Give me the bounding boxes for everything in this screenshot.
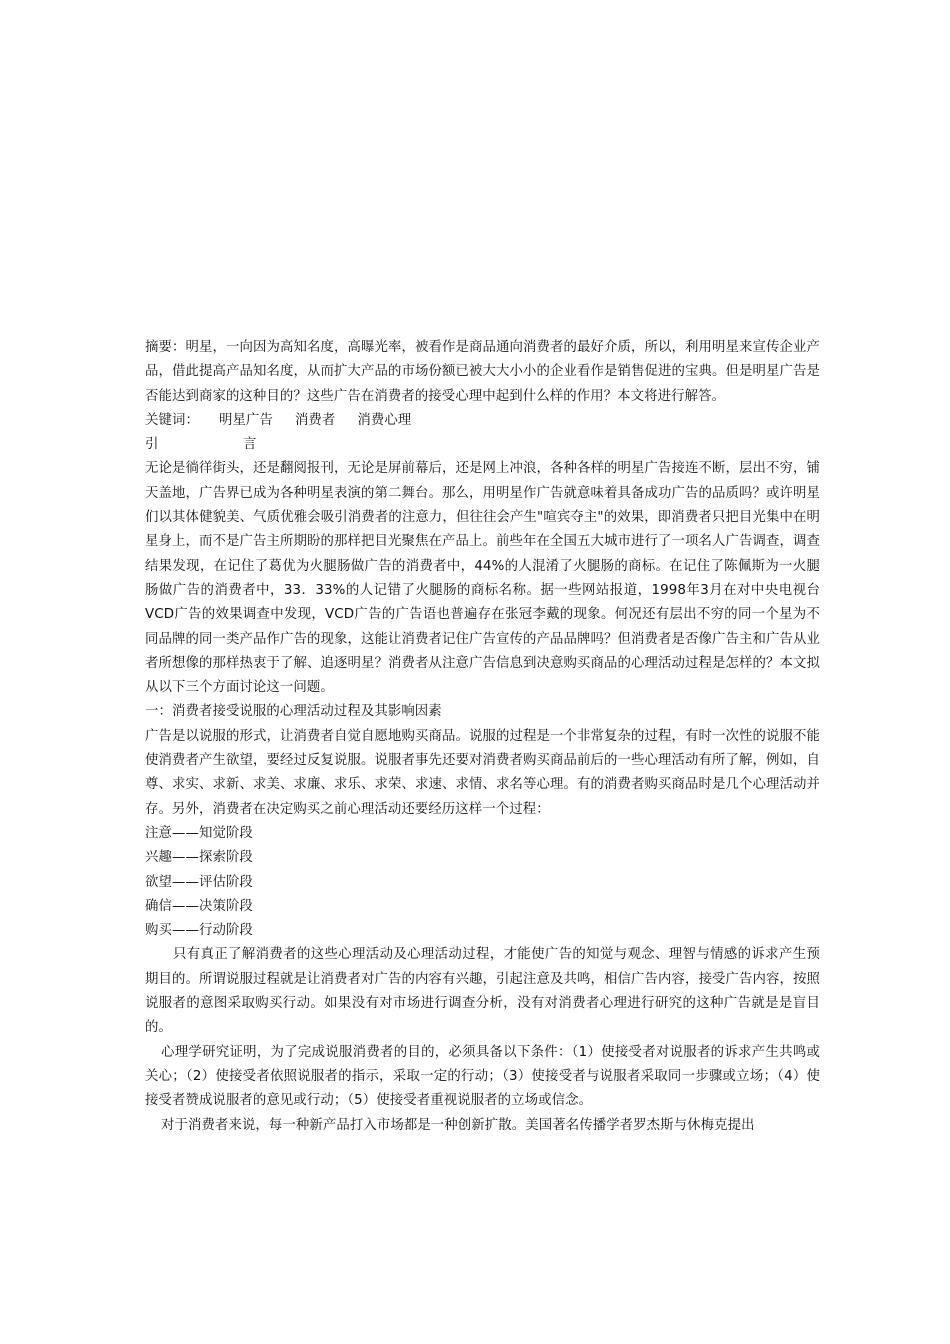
paragraph-after-stages: 只有真正了解消费者的这些心理活动及心理活动过程，才能使广告的知觉与观念、理智与情感的诉求产生预期目的。所谓说服过程就是让消费者对广告的内容有兴趣，引起注意及共鸣，相信广告内容，接受广告内容，按照说服者的意图采取购买行动。如果没有对市场进行调查分析，没有对消费者心理进行研究的这种广告就是是盲目的。 — [145, 947, 820, 1036]
intro-heading-char1: 引 — [145, 437, 159, 453]
intro-paragraph: 无论是徜徉街头，还是翻阅报刊，无论是屏前幕后，还是网上冲浪，各种各样的明星广告接连不断，层出不穷，铺天盖地，广告界已成为各种明星表演的第二舞台。那么，用明星作广告就意味着具备成功广告的品质吗？或许明星们以其体健貌美、气质优雅会吸引消费者的注意力，但往往会产生"喧宾夺主"的效果，即消费者只把目光集中在明星身上，而不是广告主所期盼的那样把目光聚焦在产品上。前些年在全国五大城市进行了一项名人广告调查，调查结果发现，在记住了葛优为火腿肠做广告的消费者中，44%的人混淆了火腿肠的商标。在记住了陈佩斯为一火腿肠做广告的消费者中，33．33%的人记错了火腿肠的商标名称。据一些网站报道，1998年3月在对中央电视台VCD广告的效果调查中发现，VCD广告的广告语也普遍存在张冠李戴的现象。何况还有层出不穷的同一个星为不同品牌的同一类产品作广告的现象，这能让消费者记住广告宣传的产品品牌吗？但消费者是否像广告主和广告从业者所想像的那样热衷于了解、追逐明星？消费者从注意广告信息到决意购买商品的心理活动过程是怎样的？本文拟从以下三个方面讨论这一问题。 — [145, 461, 820, 696]
keyword-item: 消费心理 — [357, 412, 412, 428]
keywords-label: 关键词： — [145, 412, 199, 428]
section1-paragraph: 广告是以说服的形式，让消费者自觉自愿地购买商品。说服的过程是一个非常复杂的过程，有时一次性的说服不能使消费者产生欲望，要经过反复说服。说服者事先还要对消费者购买商品前后的一些心理活动有所了解，例如，自尊、求实、求新、求美、求廉、求乐、求荣、求速、求情、求名等心理。有的消费者购买商品时是几个心理活动并存。另外，消费者在决定购买之前心理活动还要经历这样一个过程： — [145, 728, 820, 817]
psychology-paragraph: 心理学研究证明，为了完成说服消费者的目的，必须具备以下条件：（1）使接受者对说服者的诉求产生共鸣或关心；（2）使接受者依照说服者的指示，采取一定的行动；（3）使接受者与说服者采取同一步骤或立场；（4）使接受者赞成说服者的意见或行动；（5）使接受者重视说服者的立场或信念。 — [145, 1044, 820, 1109]
keyword-item: 明星广告 — [218, 412, 273, 428]
stage-item: 确信——决策阶段 — [145, 898, 253, 914]
stage-item: 欲望——评估阶段 — [145, 874, 253, 890]
document-body — [145, 336, 820, 1138]
abstract-paragraph: 摘要：明星，一向因为高知名度，高曝光率，被看作是商品通向消费者的最好介质，所以，利用明星来宣传企业产品，借此提高产品知名度，从而扩大产品的市场份额已被大大小小的企业看作是销售促进的宝典。但是明星广告是否能达到商家的这种目的？这些广告在消费者的接受心理中起到什么样的作用？本文将进行解答。 — [145, 340, 820, 404]
keyword-item: 消费者 — [294, 412, 336, 428]
final-paragraph: 对于消费者来说，每一种新产品打入市场都是一种创新扩散。美国著名传播学者罗杰斯与休梅克提出 — [161, 1117, 755, 1133]
intro-heading — [145, 433, 820, 457]
stage-item: 兴趣——探索阶段 — [145, 850, 253, 866]
stage-item: 注意——知觉阶段 — [145, 825, 253, 841]
section1-heading: 一：消费者接受说服的心理活动过程及其影响因素 — [145, 704, 442, 720]
keywords-line — [145, 409, 820, 433]
intro-heading-char2: 言 — [243, 437, 257, 453]
stage-item: 购买——行动阶段 — [145, 923, 253, 939]
